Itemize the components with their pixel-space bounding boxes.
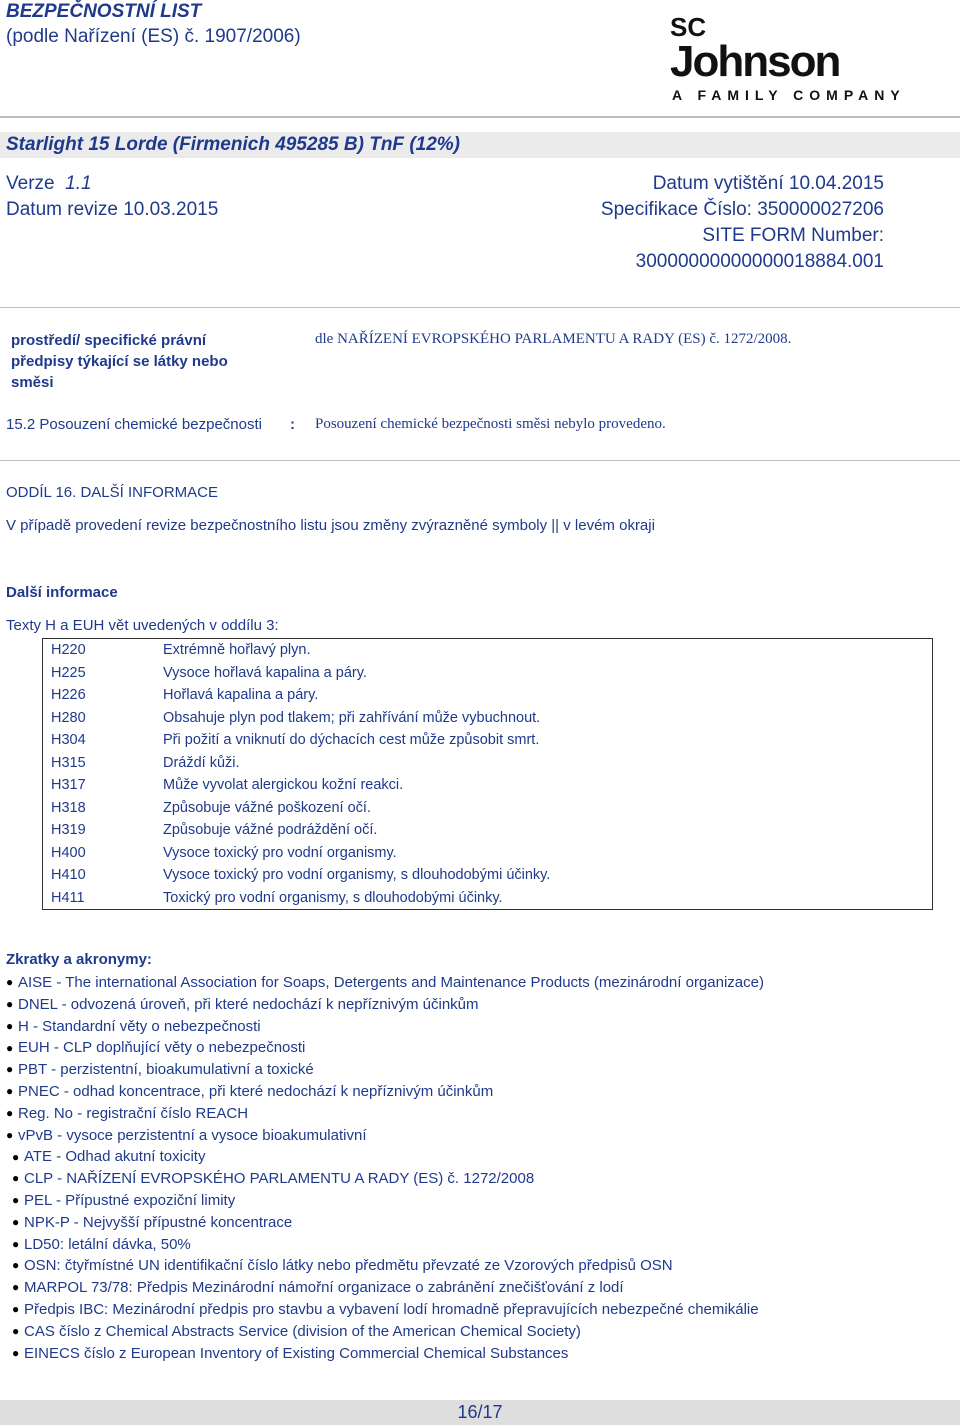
h-statement-row	[43, 842, 933, 865]
h-text: Hořlavá kapalina a páry.	[163, 687, 319, 703]
abbreviation-item	[6, 1037, 764, 1059]
h-text: Vysoce toxický pro vodní organismy.	[163, 844, 397, 861]
abbreviation-item	[6, 1212, 764, 1234]
site-form-number: 30000000000000018884.001	[635, 251, 884, 272]
spec-number: Specifikace Číslo: 350000027206	[600, 199, 884, 220]
meta-divider	[0, 307, 960, 308]
h-code: H315	[51, 754, 86, 771]
page-number: 16/17	[457, 1402, 503, 1422]
h-statement-row	[43, 639, 933, 662]
bullet-icon: ●	[12, 1171, 20, 1186]
section15-left-line1: prostředí/ specifické právní	[11, 332, 207, 349]
abbreviation-text: EUH - CLP doplňující věty o nebezpečnosti	[18, 1039, 306, 1057]
document-subtitle: (podle Nařízení (ES) č. 1907/2006)	[6, 26, 301, 47]
abbreviation-text: Reg. No - registrační číslo REACH	[18, 1104, 249, 1122]
h-code: H410	[51, 867, 86, 883]
abbreviation-text: DNEL - odvozená úroveň, při které nedochází k nepříznivým účinkům	[18, 995, 479, 1013]
abbreviation-item	[6, 1234, 764, 1256]
bullet-icon: ●	[6, 996, 14, 1011]
bullet-icon: ●	[6, 1018, 14, 1033]
section-divider	[0, 460, 960, 461]
abbreviation-item	[6, 1190, 764, 1212]
h-text: Toxický pro vodní organismy, s dlouhodobými účinky.	[163, 889, 503, 906]
svg-text:SC: SC	[670, 12, 707, 42]
bullet-icon: ●	[6, 1040, 14, 1055]
h-statement-row	[43, 819, 933, 842]
h-code: H411	[51, 889, 85, 906]
section15-2-label: 15.2 Posouzení chemické bezpečnosti	[6, 416, 262, 433]
abbreviation-text: AISE - The international Association for Soaps, Detergents and Maintenance Products (mezinárodní organizace)	[18, 974, 764, 991]
abbreviations-heading: Zkratky a akronymy:	[6, 951, 152, 968]
abbreviation-item	[6, 1059, 764, 1081]
abbreviation-text: PBT - perzistentní, bioakumulativní a toxické	[18, 1061, 314, 1079]
bullet-icon: ●	[12, 1236, 20, 1251]
print-date: Datum vytištění 10.04.2015	[652, 173, 884, 194]
h-code: H400	[51, 844, 86, 861]
revision-note: V případě provedení revize bezpečnostního listu jsou změny zvýrazněné symboly || v levém okraji	[6, 517, 655, 534]
section15-2-text: Posouzení chemické bezpečnosti směsi nebylo provedeno.	[315, 416, 666, 432]
abbreviation-text: Předpis IBC: Mezinárodní předpis pro stavbu a vybavení lodí hromadně přepravujících nebezpečné chemikálie	[24, 1300, 759, 1318]
h-text: Způsobuje vážné podráždění očí.	[163, 822, 378, 838]
section15-regulation-text: dle NAŘÍZENÍ EVROPSKÉHO PARLAMENTU A RADY (ES) č. 1272/2008.	[315, 331, 792, 347]
bullet-icon: ●	[12, 1258, 20, 1273]
abbreviation-item	[6, 1255, 764, 1277]
bullet-icon: ●	[6, 975, 14, 990]
h-code: H225	[51, 664, 86, 681]
h-text: Extrémně hořlavý plyn.	[163, 642, 311, 658]
abbreviation-text: CLP - NAŘÍZENÍ EVROPSKÉHO PARLAMENTU A RADY (ES) č. 1272/2008	[24, 1170, 535, 1188]
abbreviation-text: vPvB - vysoce perzistentní a vysoce bioakumulativní	[18, 1126, 367, 1144]
h-texts-intro: Texty H a EUH vět uvedených v oddílu 3:	[6, 617, 279, 634]
h-code: H317	[51, 777, 86, 793]
abbreviation-item	[6, 1081, 764, 1103]
h-statement-row	[43, 887, 933, 910]
h-text: Způsobuje vážné poškození očí.	[163, 799, 371, 816]
bullet-icon: ●	[12, 1149, 20, 1164]
h-text: Vysoce hořlavá kapalina a páry.	[163, 664, 367, 681]
h-statements-table	[42, 638, 933, 910]
abbreviation-item	[6, 1103, 764, 1125]
h-code: H304	[51, 732, 86, 748]
abbreviation-item	[6, 1168, 764, 1190]
header-divider	[0, 116, 960, 118]
h-statement-row	[43, 684, 933, 707]
h-code: H226	[51, 687, 86, 703]
bullet-icon: ●	[6, 1127, 14, 1142]
h-statement-row	[43, 662, 933, 685]
abbreviation-item	[6, 1016, 764, 1038]
h-text: Při požití a vniknutí do dýchacích cest může způsobit smrt.	[163, 732, 540, 748]
abbreviation-item	[6, 994, 764, 1016]
abbreviation-text: CAS číslo z Chemical Abstracts Service (division of the American Chemical Society)	[24, 1322, 581, 1340]
abbreviation-text: PEL - Přípustné expoziční limity	[24, 1191, 236, 1209]
version: Verze 1.1	[6, 173, 92, 194]
abbreviation-text: MARPOL 73/78: Předpis Mezinárodní námořní organizace o zabránění znečišťování z lodí	[24, 1279, 624, 1297]
abbreviation-text: LD50: letální dávka, 50%	[24, 1235, 191, 1253]
h-code: H220	[51, 642, 86, 658]
abbreviation-text: NPK-P - Nejvyšší přípustné koncentrace	[24, 1213, 293, 1231]
scjohnson-logo	[668, 8, 906, 108]
abbreviation-item	[6, 1343, 764, 1365]
svg-text:Johnson: Johnson	[670, 37, 840, 86]
abbreviation-text: ATE - Odhad akutní toxicity	[24, 1148, 206, 1166]
revision-date: Datum revize 10.03.2015	[6, 199, 219, 220]
section15-left-line2: předpisy týkající se látky nebo	[11, 353, 228, 370]
bullet-icon: ●	[12, 1323, 20, 1338]
h-code: H319	[51, 822, 86, 838]
svg-text:A FAMILY COMPANY: A FAMILY COMPANY	[672, 87, 906, 103]
abbreviation-text: PNEC - odhad koncentrace, při které nedochází k nepříznivým účinkům	[18, 1082, 494, 1100]
h-code: H280	[51, 709, 86, 726]
section15-left-line3: směsi	[11, 374, 54, 391]
bullet-icon: ●	[12, 1280, 20, 1295]
abbreviations-list	[6, 972, 764, 1364]
bullet-icon: ●	[12, 1345, 20, 1360]
bullet-icon: ●	[12, 1214, 20, 1229]
h-code: H318	[51, 799, 86, 816]
abbreviation-text: EINECS číslo z European Inventory of Existing Commercial Chemical Substances	[24, 1344, 569, 1362]
section15-2-colon: :	[290, 416, 295, 433]
abbreviation-item	[6, 972, 764, 994]
site-form-label: SITE FORM Number:	[702, 225, 884, 246]
abbreviation-item	[6, 1146, 764, 1168]
bullet-icon: ●	[12, 1302, 20, 1317]
h-statement-row	[43, 864, 933, 887]
h-statement-row	[43, 707, 933, 730]
bullet-icon: ●	[6, 1105, 14, 1120]
h-text: Obsahuje plyn pod tlakem; při zahřívání může vybuchnout.	[163, 709, 541, 726]
abbreviation-text: H - Standardní věty o nebezpečnosti	[18, 1017, 261, 1035]
h-text: Dráždí kůži.	[163, 754, 240, 771]
product-name: Starlight 15 Lorde (Firmenich 495285 B) TnF (12%)	[0, 132, 960, 158]
h-statement-row	[43, 774, 933, 797]
abbreviation-item	[6, 1125, 764, 1147]
abbreviation-item	[6, 1299, 764, 1321]
bullet-icon: ●	[6, 1062, 14, 1077]
further-info-heading: Další informace	[6, 584, 118, 601]
abbreviation-item	[6, 1321, 764, 1343]
h-statement-row	[43, 752, 933, 775]
section16-heading: ODDÍL 16. DALŠÍ INFORMACE	[6, 484, 218, 501]
h-text: Vysoce toxický pro vodní organismy, s dlouhodobými účinky.	[163, 867, 551, 883]
document-title: BEZPEČNOSTNÍ LIST	[6, 1, 202, 22]
abbreviation-text: OSN: čtyřmístné UN identifikační číslo látky nebo předmětu převzaté ze Vzorových předpisů OSN	[24, 1257, 673, 1275]
abbreviation-item	[6, 1277, 764, 1299]
h-statement-row	[43, 729, 933, 752]
h-text: Může vyvolat alergickou kožní reakci.	[163, 777, 404, 793]
h-statement-row	[43, 797, 933, 820]
bullet-icon: ●	[6, 1084, 14, 1099]
bullet-icon: ●	[12, 1193, 20, 1208]
